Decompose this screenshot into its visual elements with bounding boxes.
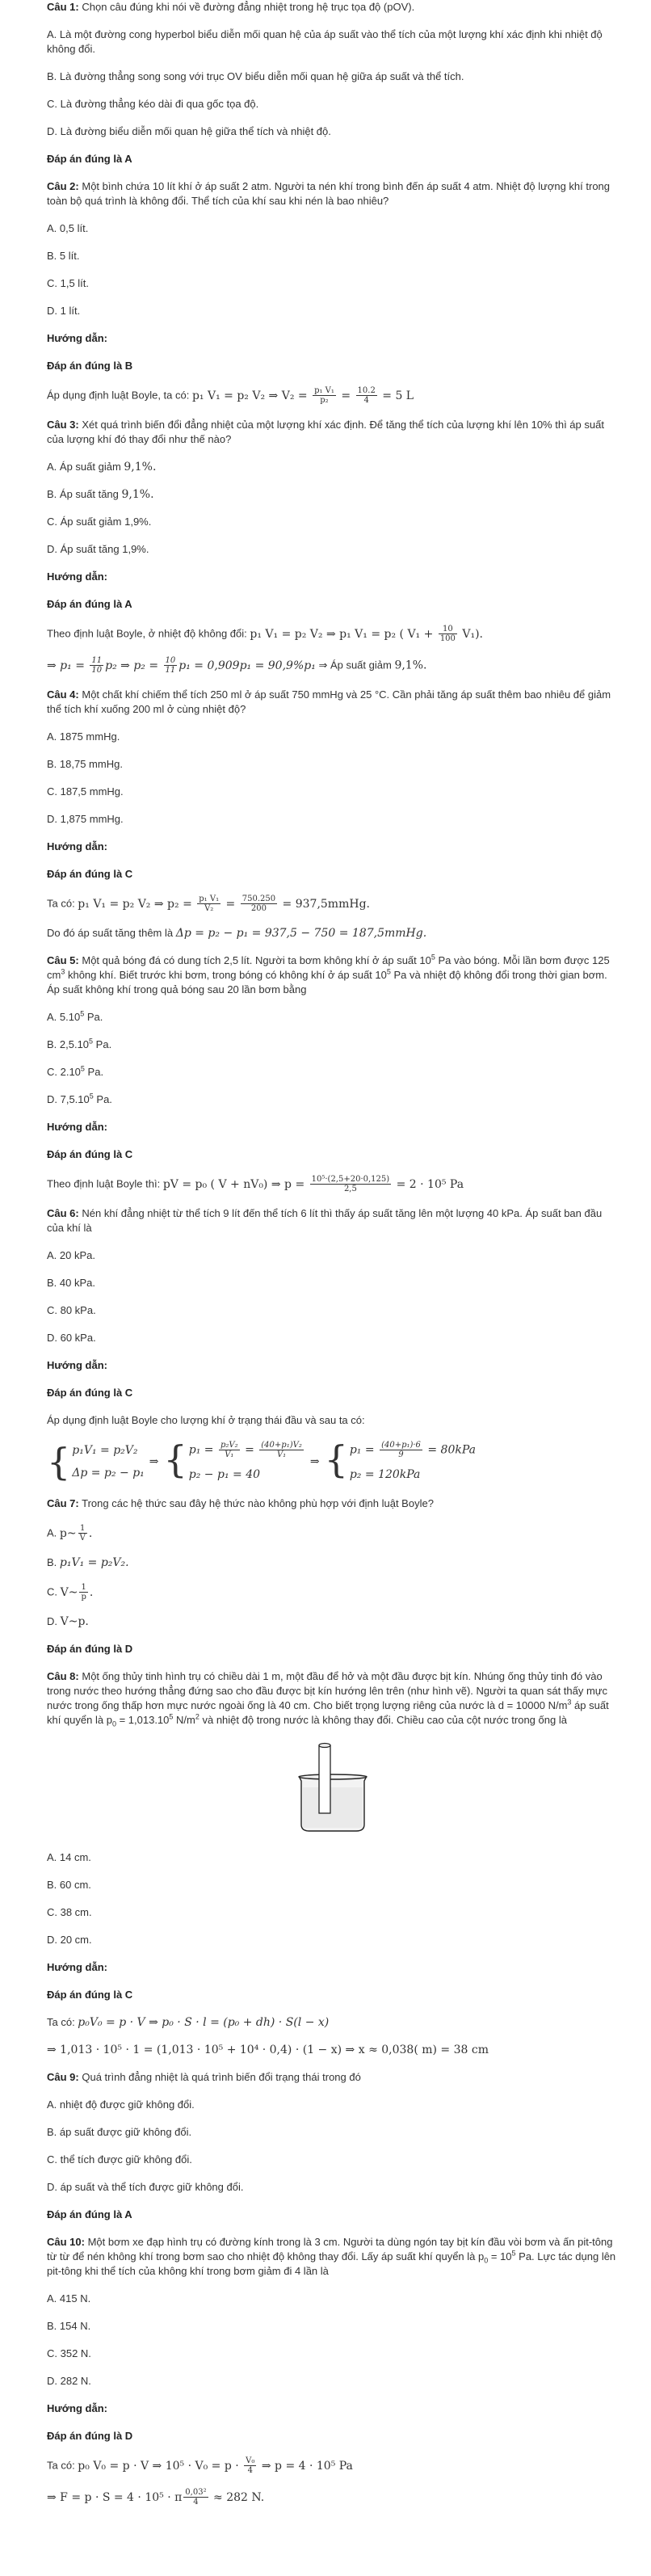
question-text <box>47 953 619 997</box>
option-c <box>47 1583 619 1602</box>
option-text: A. Áp suất giảm <box>47 461 124 473</box>
option-text: C. 2.10 <box>47 1066 81 1078</box>
solution-intro: Theo định luật Boyle, ở nhiệt độ không đổi: <box>47 627 250 640</box>
numerator: (40+p₁)·6 <box>381 1441 421 1450</box>
brace-icon: { <box>47 1439 71 1484</box>
denominator: V <box>79 1534 86 1543</box>
numerator: p₁ V₁ <box>199 894 220 903</box>
system-row: p₁V₁ = p₂V₂ <box>72 1443 138 1457</box>
solution <box>47 386 619 405</box>
numerator: 1 <box>78 1524 87 1534</box>
math-part: 9,1%. <box>394 659 427 672</box>
option-d: D. 282 N. <box>47 2375 91 2387</box>
numerator: 10.2 <box>357 386 376 395</box>
fraction <box>380 1441 422 1459</box>
numerator: (40+p₁)V₂ <box>261 1441 302 1450</box>
denominator: p₂ <box>320 396 329 405</box>
question-body: Một chất khí chiếm thể tích 250 ml ở áp suất 750 mmHg và 25 °C. Cần phải tăng áp suất thêm bao nhiêu để giảm thể tích khí xuống 200 ml ở cùng nhiệt độ? <box>47 688 611 715</box>
option-c: C. 187,5 mmHg. <box>47 785 124 798</box>
question-body: Trong các hệ thức sau đây hệ thức nào không phù hợp với định luật Boyle? <box>82 1497 434 1509</box>
fraction <box>197 894 220 913</box>
option-math: 9,1%. <box>121 488 154 501</box>
question-text <box>47 2235 619 2279</box>
solution-text: ⇒ Áp suất giảm <box>315 659 395 671</box>
fraction <box>356 386 377 405</box>
option-a: A. nhiệt độ được giữ không đổi. <box>47 2098 195 2111</box>
question-body: N/m <box>173 1714 195 1726</box>
option-a <box>47 1010 619 1025</box>
denominator: 11 <box>165 666 176 675</box>
question-body: Một ống thủy tinh hình trụ có chiều dài 1 m, một đầu để hở và một đầu được bịt kín. Nhúng ống thủy tinh đó vào trong nước theo hướng thẳng đứng sao cho đầu được bịt kín hướng lên trên (như hình vẽ). Người ta quan sát thấy mực nước trong ống thấp hơn mực nước ngoài ống là 40 cm. Cho biết trọng lượng riêng của nước là d = 10000 N/m <box>47 1670 608 1711</box>
math-part: . <box>88 1526 93 1540</box>
math-part: V₁). <box>458 627 483 641</box>
math-expression <box>78 2456 353 2475</box>
option-b <box>47 1038 619 1052</box>
math-result: = 5 L <box>382 389 414 402</box>
question-body: không khí. Biết trước khi bơm, trong bóng có không khí ở áp suất 10 <box>65 969 387 981</box>
system-3 <box>324 1437 476 1482</box>
question-9 <box>47 2070 619 2222</box>
question-text <box>47 0 619 15</box>
question-label: Câu 2: <box>47 180 79 192</box>
numerator: p₁ V₁ <box>314 386 334 395</box>
math-expression <box>250 625 483 643</box>
option-text: C. Áp suất giảm 1,9%. <box>47 516 152 528</box>
math-lhs: p₁ V₁ = p₂ V₂ ⇒ V₂ = <box>191 389 312 402</box>
option-text: D. Áp suất tăng 1,9%. <box>47 543 149 555</box>
question-body: = 1,013.10 <box>116 1714 170 1726</box>
question-3 <box>47 418 619 675</box>
question-text <box>47 179 619 208</box>
solution-intro: Theo định luật Boyle thì: <box>47 1177 163 1190</box>
solution-intro: Ta có: <box>47 2459 78 2472</box>
brace-icon: { <box>163 1437 187 1481</box>
question-body: áp suất khí quyển là p <box>47 1699 609 1726</box>
fraction <box>310 1175 392 1193</box>
option-d: D. 1 lít. <box>47 305 81 317</box>
option-math <box>60 1583 94 1602</box>
question-label: Câu 9: <box>47 2071 79 2083</box>
option-d: D. áp suất và thể tích được giữ không đổi. <box>47 2181 244 2193</box>
option-a: A. 415 N. <box>47 2292 91 2305</box>
option-prefix: D. <box>47 1615 61 1627</box>
question-label: Câu 6: <box>47 1207 79 1219</box>
option-math: 9,1%. <box>124 461 157 474</box>
question-body: Một bình chứa 10 lít khí ở áp suất 2 atm. Người ta nén khí trong bình đến áp suất 4 atm. Nhiệt độ lượng khí trong toàn bộ quá trình là không đổi. Thể tích của khí sau khi nén là bao nhiêu? <box>47 180 611 207</box>
fraction <box>183 2488 208 2507</box>
solution-intro: Ta có: <box>47 897 78 910</box>
solution-line-1 <box>47 894 619 913</box>
question-body: Chọn câu đúng khi nói về đường đẳng nhiệt trong hệ trục tọa độ (pOV). <box>82 1 415 13</box>
denominator: 2,5 <box>343 1185 357 1193</box>
superscript: 5 <box>80 1009 85 1018</box>
brace-icon: { <box>324 1437 348 1481</box>
numerator: 10⁵·(2,5+20·0,125) <box>311 1175 390 1184</box>
option-d: D. Là đường biểu diễn mối quan hệ giữa thể tích và nhiệt độ. <box>47 125 331 137</box>
option-b: B. 5 lít. <box>47 250 80 262</box>
subscript: 0 <box>111 1719 116 1728</box>
answer: Đáp án đúng là C <box>47 1989 133 2001</box>
question-5 <box>47 953 619 1193</box>
option-c: C. 1,5 lít. <box>47 277 90 289</box>
option-a <box>47 460 619 474</box>
math-expression: p₁ V₁ = p₂ V₂ ⇒ V₂ = $\frac{\text{p₁ V₁}}{\text{p₂}}$ = $\frac{10.2}{4}$ = 5 L <box>191 386 414 405</box>
math-expression: p₁ V₁ = p₂ V₂ ⇒ p₂ = $\frac{\text{p₁ V₁}}{\text{V₂}}$ = $\frac{750.250}{200}$ = 937,5mmHg. <box>78 894 370 913</box>
fraction <box>313 386 336 405</box>
option-c <box>47 1065 619 1080</box>
solution-line-1 <box>47 625 619 643</box>
question-label: Câu 7: <box>47 1497 79 1509</box>
question-text <box>47 688 619 717</box>
option-prefix: C. <box>47 1585 61 1598</box>
math-part: = 2 · 10⁵ Pa <box>396 1177 464 1191</box>
superscript: 2 <box>195 1712 200 1721</box>
system-row <box>350 1441 476 1459</box>
denominator: 9 <box>398 1450 404 1459</box>
answer: Đáp án đúng là A <box>47 598 132 610</box>
math-expression: ⇒ 1,013 · 10⁵ · 1 = (1,013 · 10⁵ + 10⁴ · 0,4) · (1 − x) ⇒ x ≈ 0,038( m) = 38 cm <box>47 2044 489 2056</box>
math-part: ⇒ F = p · S = 4 · 10⁵ · π <box>47 2490 183 2504</box>
question-text <box>47 418 619 447</box>
denominator: V₂ <box>204 904 214 913</box>
question-1 <box>47 0 619 166</box>
guide-heading: Hướng dẫn: <box>47 1121 107 1133</box>
superscript: 5 <box>430 953 435 962</box>
math-part: p~ <box>59 1526 77 1540</box>
math-expression <box>162 1175 464 1193</box>
answer: Đáp án đúng là C <box>47 868 133 880</box>
math-part: p₁ V₁ = p₂ V₂ ⇒ p₁ V₁ = p₂ ( V₁ + <box>250 627 437 641</box>
option-b <box>47 1555 619 1570</box>
guide-heading: Hướng dẫn: <box>47 840 107 852</box>
answer: Đáp án đúng là D <box>47 2430 133 2442</box>
option-text: Pa. <box>84 1066 104 1078</box>
option-d <box>47 1614 619 1629</box>
option-c: C. thể tích được giữ không đổi. <box>47 2153 192 2166</box>
fraction <box>259 1441 304 1459</box>
solution-line-2 <box>47 926 619 941</box>
option-math: V~p. <box>60 1615 89 1628</box>
solution-line-1 <box>47 2015 619 2030</box>
guide-heading: Hướng dẫn: <box>47 570 107 583</box>
superscript: 3 <box>567 1698 572 1707</box>
question-7 <box>47 1496 619 1656</box>
question-text <box>47 1496 619 1511</box>
math-part: pV = p₀ ( V + nV₀) ⇒ p = <box>162 1177 309 1191</box>
guide-heading: Hướng dẫn: <box>47 2402 107 2414</box>
math-part: V~ <box>60 1585 78 1599</box>
question-8 <box>47 1669 619 2057</box>
numerator: 1 <box>79 1583 87 1593</box>
solution-intro: Áp dụng định luật Boyle cho lượng khí ở trạng thái đầu và sau ta có: <box>47 1414 365 1426</box>
guide-heading: Hướng dẫn: <box>47 332 107 344</box>
option-prefix: B. <box>47 1556 60 1568</box>
numerator: p₂V₂ <box>220 1441 238 1450</box>
math-expression <box>47 656 316 675</box>
question-text <box>47 2070 619 2085</box>
option-text: Pa. <box>84 1011 103 1023</box>
option-a: A. 14 cm. <box>47 1851 91 1863</box>
solution-line-1 <box>47 2456 619 2475</box>
fraction <box>219 1441 240 1459</box>
system-row: p₂ − p₁ = 40 <box>188 1468 261 1481</box>
option-a: A. Là một đường cong hyperbol biểu diễn mối quan hệ của áp suất vào thể tích của một lượng khí xác định khi nhiệt độ không đổi. <box>47 28 603 55</box>
option-d: D. 1,875 mmHg. <box>47 813 124 825</box>
question-label: Câu 3: <box>47 419 79 431</box>
option-b: B. 154 N. <box>47 2320 91 2332</box>
denominator: 100 <box>439 634 456 643</box>
question-label: Câu 8: <box>47 1670 79 1682</box>
fraction <box>241 894 277 913</box>
numerator: 10 <box>165 656 176 665</box>
option-c: C. 80 kPa. <box>47 1304 96 1316</box>
superscript: 5 <box>386 967 391 976</box>
denominator: V₁ <box>225 1450 234 1459</box>
question-label: Câu 4: <box>47 688 79 701</box>
system-chain <box>47 1437 476 1484</box>
answer: Đáp án đúng là A <box>47 2208 132 2220</box>
implies-arrow: ⇒ <box>309 1454 320 1468</box>
beaker-illustration <box>296 1740 369 1836</box>
option-math <box>59 1524 93 1543</box>
question-4 <box>47 688 619 941</box>
system-row <box>189 1441 305 1459</box>
numerator: 11 <box>91 656 103 665</box>
option-c: C. 38 cm. <box>47 1906 92 1918</box>
math-part: p₁ = <box>349 1443 379 1457</box>
math-part: . <box>89 1585 94 1599</box>
math-part: ⇒ p = 4 · 10⁵ Pa <box>258 2459 353 2473</box>
option-b: B. Là đường thẳng song song với trục OV biểu diễn mối quan hệ giữa áp suất và thể tích. <box>47 70 464 82</box>
option-text: Pa. <box>93 1093 112 1105</box>
numerator: V₀ <box>246 2456 255 2465</box>
superscript: 5 <box>169 1712 174 1721</box>
option-a: A. 0,5 lít. <box>47 222 89 234</box>
question-body: Pa vào bóng. Mỗi lần bơm được 125 cm <box>47 954 610 981</box>
answer: Đáp án đúng là A <box>47 153 132 165</box>
option-text: Pa. <box>93 1038 112 1050</box>
option-a: A. 20 kPa. <box>47 1249 95 1261</box>
option-b: B. 40 kPa. <box>47 1277 95 1289</box>
superscript: 5 <box>511 2249 516 2258</box>
system-row: Δp = p₂ − p₁ <box>72 1466 145 1480</box>
denominator: 4 <box>363 396 369 405</box>
option-c: C. Là đường thẳng kéo dài đi qua gốc tọa độ. <box>47 98 259 110</box>
solution-line-2 <box>47 656 619 675</box>
system-1 <box>47 1439 145 1484</box>
option-d <box>47 542 619 557</box>
denominator: p <box>81 1593 86 1602</box>
answer: Đáp án đúng là C <box>47 1148 133 1160</box>
question-body: Pa và nhiệt độ không đổi trong thời gian bơm. Áp suất không khí trong quả bóng sau 20 lần bơm bằng <box>47 969 607 995</box>
superscript: 5 <box>80 1064 85 1073</box>
question-body: Một bơm xe đạp hình trụ có đường kính trong là 3 cm. Người ta dùng ngón tay bịt kín đầu vòi bơm và ấn pit-tông từ từ để nén không khí trong bơm sao cho nhiệt độ không thay đổi. Lấy áp suất khí quyển là p <box>47 2236 613 2262</box>
math-part: p₁ = <box>188 1443 217 1457</box>
math-part: p₀ V₀ = p · V ⇒ 10⁵ · V₀ = p · <box>78 2459 243 2473</box>
math-part: = 937,5mmHg. <box>282 897 370 911</box>
question-2 <box>47 179 619 405</box>
denominator: 4 <box>193 2498 199 2507</box>
glass-tube-in-beaker-figure <box>47 1740 619 1836</box>
option-d <box>47 1092 619 1107</box>
math-part: = 80kPa <box>423 1443 476 1457</box>
question-text <box>47 1669 619 1728</box>
math-part: ≈ 282 N. <box>209 2490 265 2504</box>
denominator: 4 <box>247 2466 253 2475</box>
superscript: 5 <box>89 1037 94 1046</box>
solution-intro: Ta có: <box>47 2016 78 2028</box>
superscript: 3 <box>61 967 65 976</box>
question-body: Quá trình đẳng nhiệt là quá trình biến đổi trạng thái trong đó <box>82 2071 361 2083</box>
question-body: và nhiệt độ trong nước là không thay đổi. Chiều cao của cột nước trong ống là <box>199 1714 567 1726</box>
denominator: V₁ <box>276 1450 287 1459</box>
equation-system <box>47 1437 619 1484</box>
solution-line-2 <box>47 2488 619 2507</box>
question-text <box>47 1206 619 1235</box>
numerator: 10 <box>439 625 457 634</box>
option-text: D. 7,5.10 <box>47 1093 90 1105</box>
fraction <box>439 625 457 643</box>
question-body: Nén khí đẳng nhiệt từ thể tích 9 lít đến thể tích 6 lít thì thấy áp suất tăng lên một lượng 40 kPa. Áp suất ban đầu của khí là <box>47 1207 603 1234</box>
implies-arrow: ⇒ <box>149 1454 159 1468</box>
option-b: B. 18,75 mmHg. <box>47 758 123 770</box>
math-part: p₂ ⇒ p₂ = <box>105 659 162 672</box>
answer: Đáp án đúng là D <box>47 1643 133 1655</box>
math-part: p₁ V₁ = p₂ V₂ ⇒ p₂ = <box>78 897 196 911</box>
math-part: ⇒ p₁ = <box>47 659 89 672</box>
option-a: A. 1875 mmHg. <box>47 730 120 743</box>
answer: Đáp án đúng là C <box>47 1387 133 1399</box>
question-10 <box>47 2235 619 2507</box>
option-prefix: A. <box>47 1526 60 1539</box>
solution-intro: Áp dụng định luật Boyle, ta có: <box>47 389 192 402</box>
system-row: p₂ = 120kPa <box>349 1468 421 1481</box>
option-d: D. 20 cm. <box>47 1934 92 1946</box>
option-a <box>47 1524 619 1543</box>
question-label: Câu 10: <box>47 2236 85 2248</box>
option-text: A. 5.10 <box>47 1011 81 1023</box>
option-c <box>47 515 619 529</box>
math-expression: Δp = p₂ − p₁ = 937,5 − 750 = 187,5mmHg. <box>175 927 427 940</box>
numerator: 0,03² <box>185 2488 207 2497</box>
question-body: = 10 <box>488 2250 512 2262</box>
question-body: Pa. Lực tác dụng lên pit-tông khi thể tích của không khí trong bơm giảm đi 4 lần là <box>47 2250 616 2277</box>
answer: Đáp án đúng là B <box>47 360 133 372</box>
fraction <box>90 656 103 675</box>
solution <box>47 1175 619 1193</box>
option-b <box>47 487 619 502</box>
system-2 <box>163 1437 305 1482</box>
solution-line-2 <box>47 2043 619 2057</box>
option-b: B. 60 cm. <box>47 1879 91 1891</box>
numerator: 750.250 <box>242 894 276 903</box>
fraction <box>164 656 178 675</box>
math-expression: p₀V₀ = p · V ⇒ p₀ · S · l = (p₀ + dh) · S(l − x) <box>78 2016 330 2029</box>
math-part: = <box>241 1443 258 1457</box>
solution-intro: Do đó áp suất tăng thêm là <box>47 927 176 939</box>
fraction <box>244 2456 256 2475</box>
question-6 <box>47 1206 619 1482</box>
subscript: 0 <box>484 2256 489 2265</box>
question-body: Một quả bóng đá có dung tích 2,5 lít. Người ta bơm không khí ở áp suất 10 <box>82 954 431 966</box>
denominator: 10 <box>91 666 103 675</box>
math-expression <box>47 2488 265 2507</box>
option-d: D. 60 kPa. <box>47 1332 96 1344</box>
option-math: p₁V₁ = p₂V₂. <box>59 1556 129 1569</box>
fraction <box>79 1583 87 1602</box>
guide-heading: Hướng dẫn: <box>47 1359 107 1371</box>
math-part: p₁ = 0,909p₁ = 90,9%p₁ <box>178 659 316 672</box>
option-text: B. 2,5.10 <box>47 1038 90 1050</box>
option-c: C. 352 N. <box>47 2347 91 2359</box>
question-label: Câu 1: <box>47 1 79 13</box>
option-text: B. Áp suất tăng <box>47 488 122 500</box>
question-label: Câu 5: <box>47 954 79 966</box>
option-b: B. áp suất được giữ không đổi. <box>47 2126 192 2138</box>
guide-heading: Hướng dẫn: <box>47 1961 107 1973</box>
question-body: Xét quá trình biến đổi đẳng nhiệt của một lượng khí xác định. Để tăng thể tích của lượng khí lên 10% thì áp suất của lượng khí đó thay đổi như thế nào? <box>47 419 604 445</box>
superscript: 5 <box>89 1092 94 1101</box>
denominator: 200 <box>250 904 267 913</box>
fraction <box>78 1524 87 1543</box>
